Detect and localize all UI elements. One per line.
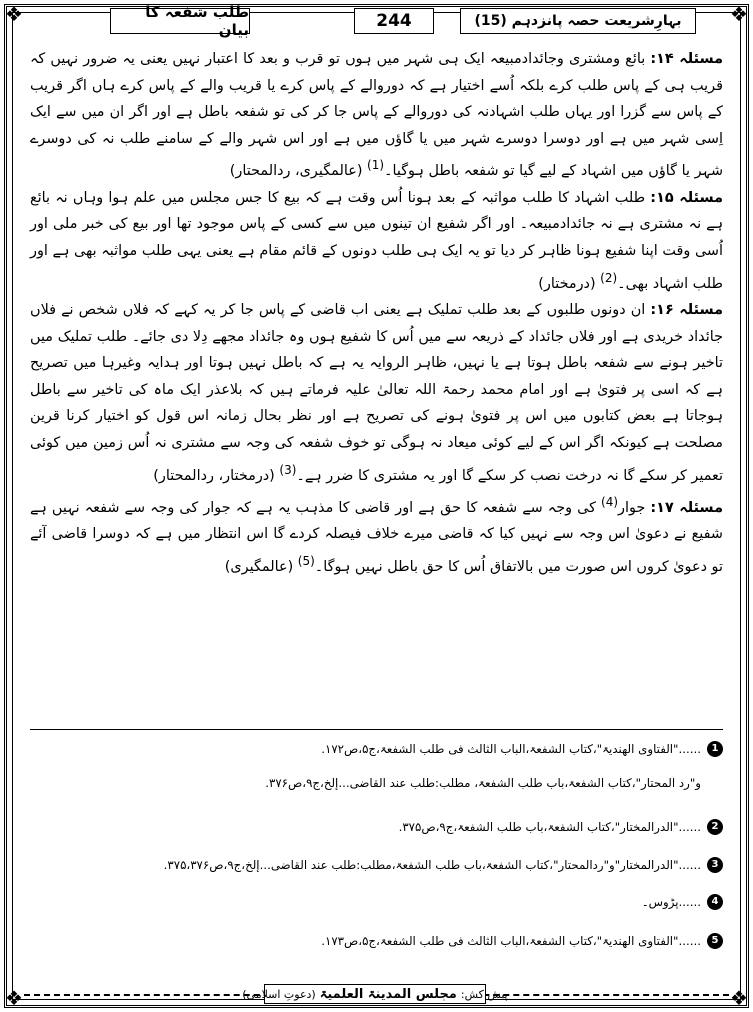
publisher-name: مجلس المدینۃ العلمیۃ bbox=[319, 986, 457, 1002]
publisher-org: (دعوتِ اسلامی) bbox=[242, 987, 316, 1001]
footnote-ref[interactable]: (1) bbox=[367, 158, 385, 173]
masala-label: مسئلہ ۱۴: bbox=[650, 51, 723, 67]
footnote-item bbox=[30, 774, 723, 792]
corner-ornament-icon: ❖ bbox=[5, 986, 23, 1010]
footnote-text: ......پڑوس۔ bbox=[641, 895, 701, 909]
footnote-item bbox=[30, 818, 723, 836]
footnote-ref[interactable]: (3) bbox=[279, 462, 297, 477]
masala-label: مسئلہ ۱۵: bbox=[650, 189, 724, 206]
footnote-number: 4 bbox=[707, 894, 723, 910]
footnote-number: 2 bbox=[707, 819, 723, 835]
masala-14 bbox=[30, 46, 723, 185]
masala-label: مسئلہ ۱۶: bbox=[650, 301, 723, 318]
footnote-text: ......"الدرالمختار"و"ردالمحتار"،کتاب الشفعۃ،باب طلب الشفعۃ،مطلب:طلب عند القاضی...إلخ،ج۹،ص۳۷۵،۳۷۶. bbox=[163, 858, 701, 872]
corner-ornament-icon: ❖ bbox=[730, 2, 748, 26]
page-number: 244 bbox=[354, 8, 434, 34]
footnote-separator bbox=[30, 729, 723, 730]
footnote-text: ......"الفتاوی الھندیۃ"،کتاب الشفعۃ،الباب الثالث فی طلب الشفعۃ،ج۵،ص۱۷۲. bbox=[321, 742, 701, 756]
masala-source: (درمختار، ردالمحتار) bbox=[153, 467, 280, 484]
masala-source: (عالمگیری، ردالمحتار) bbox=[229, 163, 368, 180]
footnote-item bbox=[30, 932, 723, 950]
masala-source: (درمختار) bbox=[538, 275, 601, 292]
footnote-item bbox=[30, 856, 723, 874]
page-footer bbox=[24, 984, 729, 1006]
footnote-ref[interactable]: (4) bbox=[601, 494, 619, 509]
masala-16 bbox=[30, 297, 723, 489]
main-text bbox=[30, 46, 723, 580]
footnote-item bbox=[30, 740, 723, 758]
masala-text-before: جوار bbox=[618, 499, 651, 516]
masala-text: بائع ومشتری وجائدادمبیعہ ایک ہی شہر میں ہوں تو قرب و بعد کا اعتبار نہیں یعنی یہ ضرور نہیں کہ قریب ہی کے پاس طلب کرے بلکہ اُسے اختیار ہے کہ دوروالے کے پاس کرے یا قریب والے کے پاس کرے ہاں اگر قریب کے پاس سے گزرا اور یہاں طلب اشہادنہ کی دوروالے کے پاس جا کر کی تو شفعہ باطل ہے اور اگر ان میں سے ایک اِسی شہر میں ہے اور دوسرا دوسرے شہر میں یا گاؤں میں ہے اور اس شہر والے کے سامنے طلب نہ کی دوسرے شہر یا گاؤں میں اشہاد کے لیے گیا تو شفعہ باطل ہوگیا۔ bbox=[30, 51, 723, 180]
footnote-ref[interactable]: (2) bbox=[600, 270, 618, 285]
masala-source: (عالمگیری) bbox=[224, 558, 298, 575]
masala-17 bbox=[30, 489, 723, 580]
book-title: بہارِشریعت حصہ پانزدہم (15) bbox=[460, 8, 696, 34]
publisher-box bbox=[242, 984, 508, 1004]
corner-ornament-icon: ❖ bbox=[730, 986, 748, 1010]
masala-text: کی وجہ سے شفعہ کا حق ہے اور قاضی کا مذہب یہ ہے کہ جوار کی وجہ سے شفعہ نہیں ہے شفیع نے دعویٰ اس وجہ سے نہیں کیا کہ قاضی میرے خلاف فیصلہ کردے گا اس انتظار میں ہے کہ دوسرا قاضی آئے تو دعویٰ کروں اس صورت میں بالاتفاق اُس کا حق باطل نہیں ہوگا۔ bbox=[30, 499, 723, 575]
masala-text: ان دونوں طلبوں کے بعد طلب تملیک ہے یعنی اب قاضی کے پاس جا کر یہ کہے کہ فلاں شخص نے فلاں جائداد خریدی ہے اور فلاں جائداد کے ذریعہ سے میں اُس کا شفیع ہوں وہ جائداد مجھے دِلا دی جائے۔ طلب تملیک میں تاخیر ہونے سے شفعہ باطل ہوتا ہے یا نہیں، ظاہر الروایہ یہ ہے کہ باطل نہیں ہوتا اور ہدایہ وغیرہا میں تصریح ہے کہ اسی پر فتویٰ ہے اور امام محمد رحمۃ اللہ تعالیٰ علیہ فرماتے ہیں کہ بلاعذر ایک ماہ کی تاخیر سے باطل ہوجاتا ہے بعض کتابوں میں اس پر فتویٰ ہونے کی تصریح ہے اور نظر بحال زمانہ اس قول کو اختیار کرنا قرین مصلحت ہے کیونکہ اگر اس کے لیے کوئی میعاد نہ ہوگی تو خوف شفعہ کی وجہ سے مشتری نہ اُس زمین میں کوئی تعمیر کر سکے گا نہ درخت نصب کر سکے گا اور یہ مشتری کا ضرر ہے۔ bbox=[30, 301, 723, 484]
footnote-text: ......"الدرالمختار"،کتاب الشفعۃ،باب طلب الشفعۃ،ج۹،ص۳۷۵. bbox=[398, 820, 701, 834]
page-header bbox=[24, 3, 729, 39]
masala-15 bbox=[30, 185, 723, 297]
masala-text: طلب اشہاد کا طلب مواثبہ کے بعد ہونا اُس وقت ہے کہ بیع کا جس مجلس میں علم ہوا وہاں نہ بائع ہے نہ مشتری ہے نہ جائدادمبیعہ۔ اور اگر شفیع ان تینوں میں سے کسی کے پاس موجود تھا اور بیع کی خبر ملی اور اُسی وقت اپنا شفیع ہونا ظاہر کر دیا تو یہ ایک ہی طلب دونوں کے قائم مقام ہے یعنی یہی طلب مواثبہ بھی ہے اور طلب اشہاد بھی۔ bbox=[30, 189, 723, 292]
masala-label: مسئلہ ۱۷: bbox=[650, 499, 723, 516]
footnote-number: 1 bbox=[707, 741, 723, 757]
footnote-text: و"رد المحتار"،کتاب الشفعۃ،باب طلب الشفعۃ، مطلب:طلب عند القاضی...إلخ،ج۹،ص۳۷۶. bbox=[265, 776, 701, 790]
footnote-number: 5 bbox=[707, 933, 723, 949]
section-title: طلب شفعہ کا بیان bbox=[110, 8, 250, 34]
footnote-item bbox=[30, 893, 723, 911]
footnote-ref[interactable]: (5) bbox=[297, 553, 315, 568]
corner-ornament-icon: ❖ bbox=[5, 2, 23, 26]
footnote-number: 3 bbox=[707, 857, 723, 873]
presenter-label: پیش کش: bbox=[460, 987, 508, 1001]
footnote-text: ......"الفتاوی الھندیۃ"،کتاب الشفعۃ،الباب الثالث فی طلب الشفعۃ،ج۵،ص۱۷۳. bbox=[321, 934, 701, 948]
